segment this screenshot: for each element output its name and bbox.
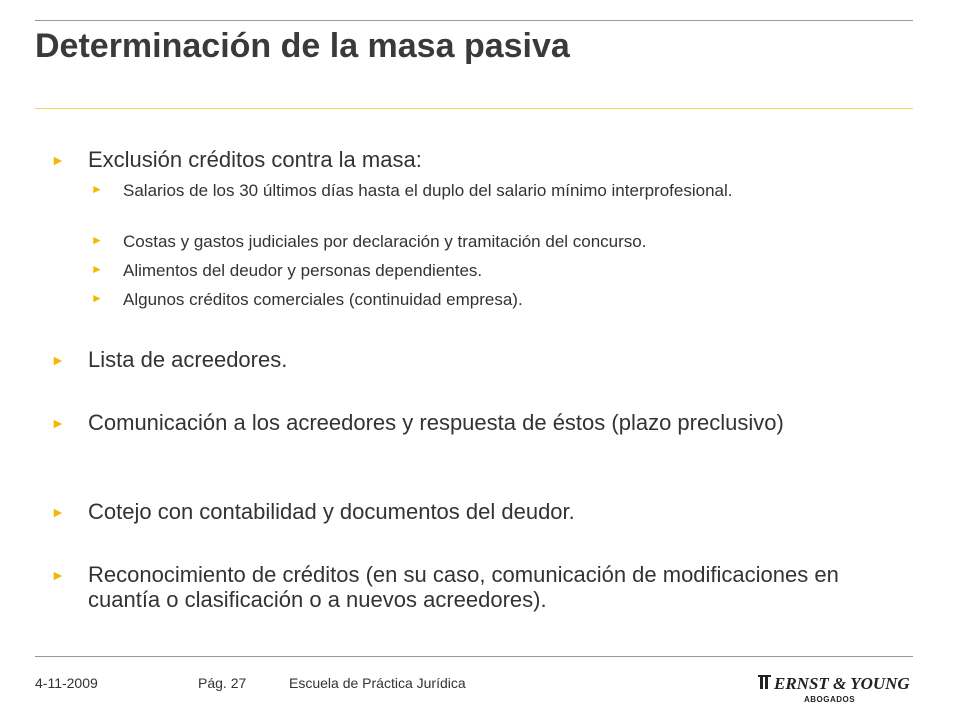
bullet-arrow-icon: ►: [51, 152, 65, 168]
sub-bullet-text: Alimentos del deudor y personas dependientes.: [123, 261, 483, 280]
bullet-arrow-icon: ►: [51, 352, 65, 368]
bullet-text: Lista de acreedores.: [88, 347, 288, 372]
footer-page-number: Pág. 27: [198, 675, 247, 691]
bullet-text: Exclusión créditos contra la masa:: [88, 147, 422, 172]
footer-school-name: Escuela de Práctica Jurídica: [289, 675, 466, 691]
logo-mark-icon: [758, 675, 771, 689]
sub-bullet-text: Salarios de los 30 últimos días hasta el duplo del salario mínimo interprofesional.: [123, 181, 733, 200]
sub-bullet-arrow-icon: ►: [91, 182, 103, 196]
sub-bullet-arrow-icon: ►: [91, 262, 103, 276]
top-divider: [35, 20, 913, 21]
sub-bullet-text: Costas y gastos judiciales por declaración y tramitación del concurso.: [123, 232, 647, 251]
footer-divider: [35, 656, 913, 657]
ernst-young-logo: [758, 668, 918, 708]
logo-wordmark: ERNST & YOUNG: [774, 674, 910, 693]
footer-date: 4-11-2009: [35, 675, 98, 691]
bullet-text: Reconocimiento de créditos (en su caso, comunicación de modificaciones en cuantía o clasificación o a nuevos acreedores).: [88, 562, 839, 612]
slide-title: Determinación de la masa pasiva: [35, 27, 570, 65]
logo-subtitle: ABOGADOS: [804, 695, 856, 704]
sub-bullet-arrow-icon: ►: [91, 291, 103, 305]
bullet-text: Comunicación a los acreedores y respuesta de éstos (plazo preclusivo): [88, 410, 784, 435]
title-underline: [35, 108, 913, 109]
bullet-arrow-icon: ►: [51, 504, 65, 520]
sub-bullet-arrow-icon: ►: [91, 233, 103, 247]
bullet-text: Cotejo con contabilidad y documentos del deudor.: [88, 499, 575, 524]
bullet-arrow-icon: ►: [51, 567, 65, 583]
bullet-arrow-icon: ►: [51, 415, 65, 431]
sub-bullet-text: Algunos créditos comerciales (continuidad empresa).: [123, 290, 523, 309]
